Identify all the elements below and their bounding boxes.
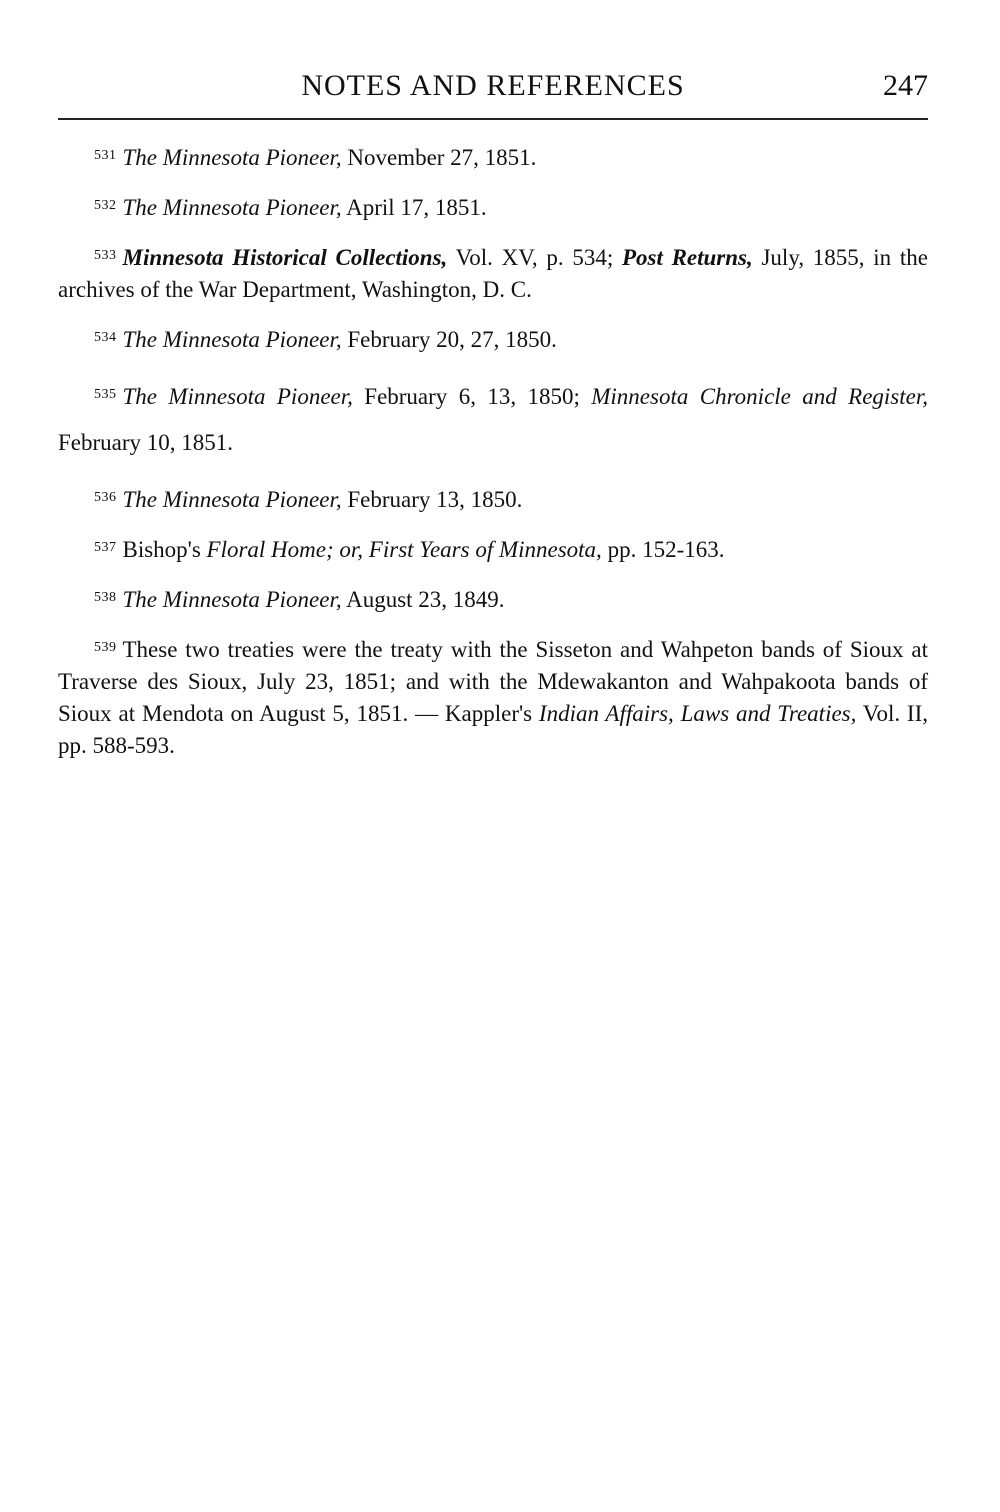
note-number: 534 bbox=[94, 330, 117, 345]
notes-list bbox=[58, 140, 928, 778]
citation-text: February 6, 13, 1850; bbox=[352, 384, 592, 409]
citation-text: pp. 152-163. bbox=[601, 537, 725, 562]
note-536 bbox=[58, 482, 928, 516]
note-531 bbox=[58, 140, 928, 174]
citation-text: These two treaties were the treaty with the Sisseton and Wahpeton bands of Sioux at Traverse des Sioux, July 23, 1851; and with the Mdewakanton and Wahpakoota bands of Sioux at Mendota on August 5, 1851. — Kappler's bbox=[58, 637, 928, 726]
citation-title: Floral Home; or, First Years of Minnesota, bbox=[206, 537, 602, 562]
citation-text: April 17, 1851. bbox=[341, 195, 487, 220]
citation-title: Post Returns, bbox=[621, 245, 753, 270]
note-535 bbox=[58, 372, 928, 466]
citation-text: August 23, 1849. bbox=[341, 587, 505, 612]
note-number: 532 bbox=[94, 198, 117, 213]
note-538 bbox=[58, 582, 928, 616]
citation-title: The Minnesota Pioneer, bbox=[122, 384, 353, 409]
note-539 bbox=[58, 632, 928, 762]
note-number: 539 bbox=[94, 640, 117, 655]
note-number: 531 bbox=[94, 148, 117, 163]
citation-text: February 13, 1850. bbox=[341, 487, 523, 512]
note-number: 536 bbox=[94, 490, 117, 505]
note-533 bbox=[58, 240, 928, 306]
citation-text: Vol. XV, p. 534; bbox=[447, 245, 622, 270]
page-title: NOTES AND REFERENCES bbox=[301, 69, 685, 102]
running-head bbox=[58, 66, 928, 106]
note-532 bbox=[58, 190, 928, 224]
note-number: 537 bbox=[94, 540, 117, 555]
citation-title: The Minnesota Pioneer, bbox=[122, 587, 342, 612]
header-rule bbox=[58, 118, 928, 120]
note-537 bbox=[58, 532, 928, 566]
note-534 bbox=[58, 322, 928, 356]
citation-text: November 27, 1851. bbox=[341, 145, 537, 170]
citation-title: The Minnesota Pioneer, bbox=[122, 195, 342, 220]
note-number: 533 bbox=[94, 248, 117, 263]
note-number: 535 bbox=[94, 387, 117, 402]
citation-text: Bishop's bbox=[122, 537, 207, 562]
citation-title: The Minnesota Pioneer, bbox=[122, 145, 342, 170]
citation-text: February 10, 1851. bbox=[58, 430, 234, 455]
citation-title: Indian Affairs, Laws and Treaties, bbox=[538, 701, 857, 726]
citation-title: Minnesota Chronicle and Register, bbox=[591, 384, 928, 409]
book-page bbox=[58, 0, 928, 1512]
citation-title: Minnesota Historical Collections, bbox=[122, 245, 448, 270]
citation-text: Vol. II, pp. 588-593. bbox=[58, 701, 928, 758]
citation-text: February 20, 27, 1850. bbox=[341, 327, 557, 352]
citation-text: July, 1855, in the archives of the War Department, Washington, D. C. bbox=[58, 245, 928, 302]
citation-title: The Minnesota Pioneer, bbox=[122, 487, 342, 512]
citation-title: The Minnesota Pioneer, bbox=[122, 327, 342, 352]
page-number: 247 bbox=[883, 69, 928, 102]
note-number: 538 bbox=[94, 590, 117, 605]
